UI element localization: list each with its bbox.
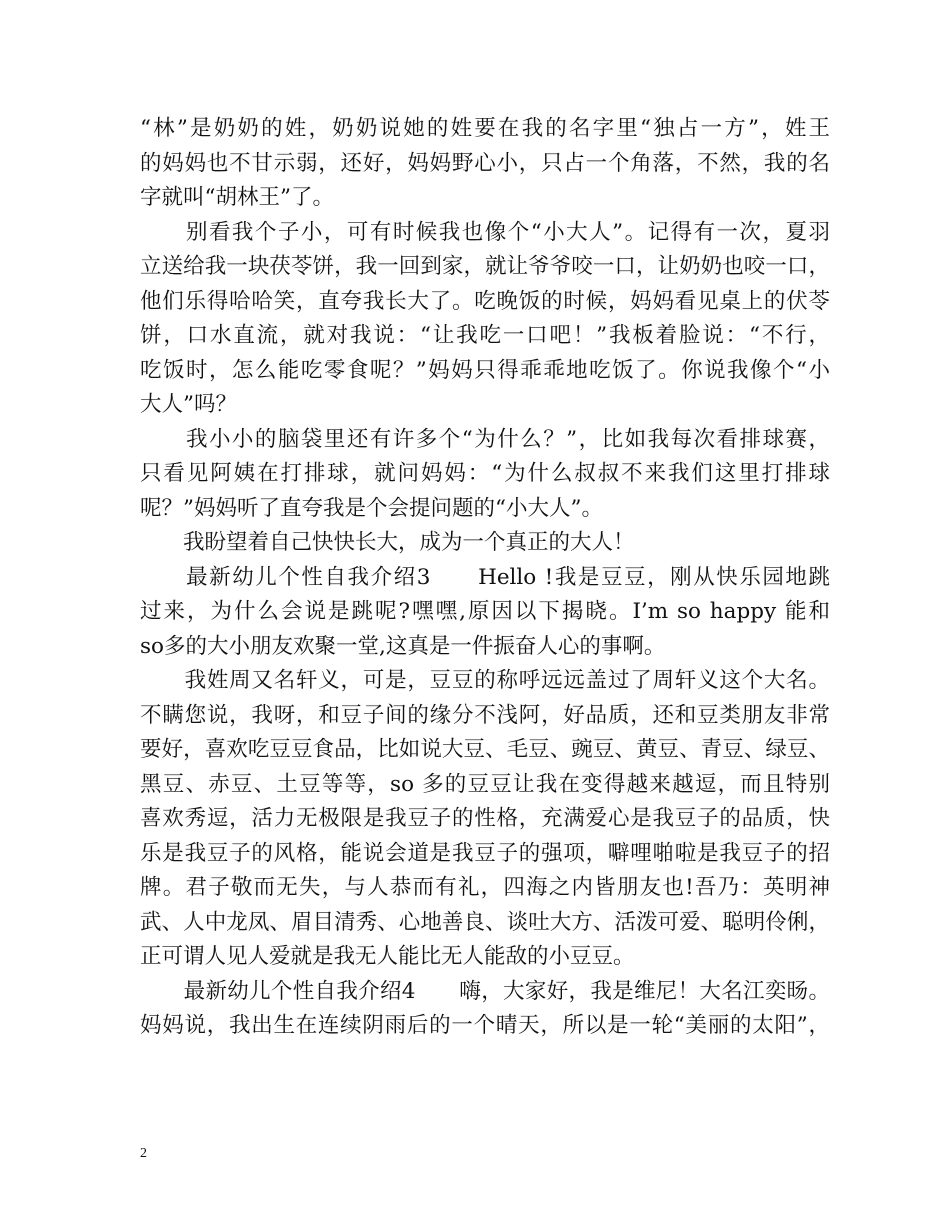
text-line: 我盼望着自己快快长大，成为一个真正的大人！ <box>140 530 635 555</box>
text-line: 乐是我豆子的风格，能说会道是我豆子的强项，噼哩啪啦是我豆子的招 <box>140 840 830 866</box>
document-body <box>140 112 830 1044</box>
text-line: so多的大小朋友欢聚一堂,这真是一件振奋人心的事啊。 <box>140 633 666 659</box>
text-line: 正可谓人见人爱就是我无人能比无人能敌的小豆豆。 <box>140 944 635 969</box>
text-line: 吃饭时，怎么能吃零食呢？”妈妈只得乖乖地吃饭了。你说我像个“小 <box>140 357 830 383</box>
text-line: 我小小的脑袋里还有许多个“为什么？”，比如我每次看排球赛， <box>140 426 830 452</box>
text-line: 字就叫“胡林王”了。 <box>140 185 334 210</box>
text-line: “林”是奶奶的姓，奶奶说她的姓要在我的名字里“独占一方”，姓王 <box>140 116 830 141</box>
text-line: 呢？”妈妈听了直夸我是个会提问题的“小大人”。 <box>140 495 603 521</box>
text-line: 我姓周又名轩义，可是，豆豆的称呼远远盖过了周轩义这个大名。 <box>140 668 830 693</box>
text-line: 牌。君子敬而无失，与人恭而有礼，四海之内皆朋友也!吾乃：英明神 <box>140 875 830 900</box>
text-line: 最新幼儿个性自我介绍4 嗨，大家好，我是维尼！大名江奕旸。 <box>140 978 830 1004</box>
text-line: 饼，口水直流，就对我说：“让我吃一口吧！”我板着脸说：“不行， <box>140 323 830 348</box>
text-line: 黑豆、赤豆、土豆等等，so 多的豆豆让我在变得越来越逗，而且特别 <box>140 771 830 797</box>
text-line: 的妈妈也不甘示弱，还好，妈妈野心小，只占一个角落，不然，我的名 <box>140 150 830 176</box>
text-line: 最新幼儿个性自我介绍3 Hello !我是豆豆，刚从快乐园地跳 <box>140 564 830 590</box>
text-line: 妈妈说，我出生在连续阴雨后的一个晴天，所以是一轮“美丽的太阳”， <box>140 1013 830 1038</box>
text-line: 大人”吗？ <box>140 392 237 417</box>
text-line: 不瞒您说，我呀，和豆子间的缘分不浅阿，好品质，还和豆类朋友非常 <box>140 702 830 728</box>
text-line: 他们乐得哈哈笑，直夸我长大了。吃晚饭的时候，妈妈看见桌上的伏苓 <box>140 288 830 314</box>
text-line: 别看我个子小，可有时候我也像个“小大人”。记得有一次，夏羽 <box>140 219 830 245</box>
text-line: 武、人中龙凤、眉目清秀、心地善良、谈吐大方、活泼可爱、聪明伶俐， <box>140 909 830 935</box>
text-line: 过来，为什么会说是跳呢?嘿嘿,原因以下揭晓。I’m so happy 能和 <box>140 599 830 624</box>
text-line: 要好，喜欢吃豆豆食品，比如说大豆、毛豆、豌豆、黄豆、青豆、绿豆、 <box>140 737 830 762</box>
text-line: 立送给我一块茯苓饼，我一回到家，就让爷爷咬一口，让奶奶也咬一口， <box>140 254 830 279</box>
text-line: 喜欢秀逗，活力无极限是我豆子的性格，充满爱心是我豆子的品质，快 <box>140 806 830 831</box>
text-line: 只看见阿姨在打排球，就问妈妈：“为什么叔叔不来我们这里打排球 <box>140 461 830 486</box>
page-number: 2 <box>140 1146 147 1161</box>
